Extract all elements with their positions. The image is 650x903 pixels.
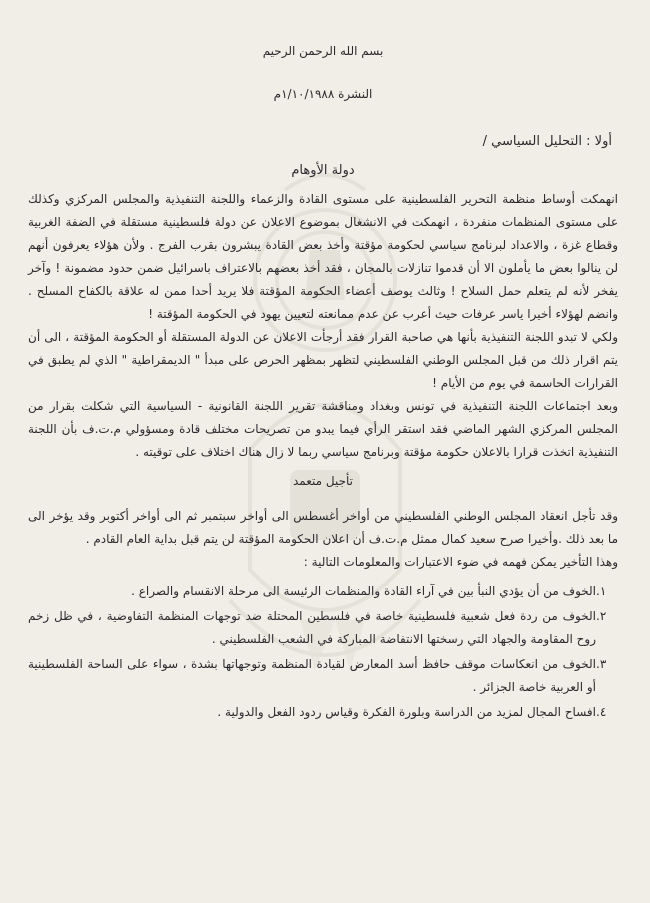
list-item-number: .٢	[596, 609, 607, 623]
list-item-text: الخوف من انعكاسات موقف حافظ أسد المعارض لقيادة المنظمة وتوجهاتها بشدة ، سواء على الساحة الفلسطينية أو العربية خاصة الجزائر .	[28, 657, 596, 694]
document-body	[28, 40, 618, 726]
list-item-text: افساح المجال لمزيد من الدراسة وبلورة الفكرة وقياس ردود الفعل والدولية .	[217, 705, 596, 719]
section-title: أولا : التحليل السياسي /	[482, 134, 612, 149]
list-item-number: .٣	[596, 657, 607, 671]
list-item	[28, 580, 618, 603]
paragraph: انهمكت أوساط منظمة التحرير الفلسطينية على مستوى القادة والزعماء واللجنة التنفيذية والمجلس المركزي وكذلك على مستوى المنظمات منفردة ، انهمكت في الانشغال بموضوع الاعلان عن دولة فلسطينية مستقلة في الضفة الغربية وقطاع غزة ، والاعداد لبرنامج سياسي لحكومة مؤقتة وأخذ بعض القادة يبشرون بقرب الفرج . ولأن هؤلاء يعرفون أنهم لن ينالوا بعض ما يأملون الا أن قدموا تنازلات بالمجان ، فقد أخذ بعضهم بالاعتراف باسرائيل ضمن حدود مضمونة ! وآخر يفخر لأنه لم يتعلم حمل السلاح ! وثالث يوصف أعضاء الحكومة المؤقتة فلا يريد أحدا ممن له علاقة بالكفاح المسلح . وانضم لهؤلاء أخيرا ياسر عرفات حيث أعرب عن عدم ممانعته لتعيين يهود في الحكومة المؤقتة !	[28, 192, 618, 321]
paragraph: وهذا التأخير يمكن فهمه في ضوء الاعتبارات والمعلومات التالية :	[303, 555, 618, 569]
paragraph: ولكي لا تبدو اللجنة التنفيذية بأنها هي صاحبة القرار فقد أرجأت الاعلان عن الدولة المستقلة أو الحكومة المؤقتة ، الى أن يتم اقرار ذلك من قبل المجلس الوطني الفلسطيني لتظهر بمظهر الحرص على مبدأ " الديمقراطية " الذي لم يطبق في القرارات الحاسمة في يوم من الأيام !	[28, 330, 618, 390]
list-item-number: .٤	[596, 705, 607, 719]
list-item	[28, 605, 618, 651]
list-item-text: الخوف من ردة فعل شعبية فلسطينية خاصة في فلسطين المحتلة ضد توجهات المنظمة التفاوضية ، في ظل زخم روح المقاومة والجهاد التي رسختها الانتفاضة المباركة في الشعب الفلسطيني .	[28, 609, 596, 646]
list-item-number: .١	[596, 584, 607, 598]
paragraph: وقد تأجل انعقاد المجلس الوطني الفلسطيني من أواخر أغسطس الى أواخر سبتمبر ثم الى أواخر أكتوبر وقد يؤخر الى ما بعد ذلك .وأخيرا صرح سعيد كمال ممثل م.ت.ف أن اعلان الحكومة المؤقتة لن يتم قبل بداية العام القادم .	[28, 509, 618, 546]
list-item	[28, 653, 618, 699]
considerations-list	[28, 580, 618, 724]
article-headline: دولة الأوهام	[291, 163, 355, 178]
list-item	[28, 701, 618, 724]
bulletin-date: النشرة ١/١٠/١٩٨٨م	[273, 87, 373, 101]
list-item-text: الخوف من أن يؤدي النبأ بين في آراء القادة والمنظمات الرئيسة الى مرحلة الانقسام والصراع .	[131, 584, 596, 598]
sub-heading: تأجيل متعمد	[292, 474, 353, 488]
basmala-heading: بسم الله الرحمن الرحيم	[262, 44, 384, 58]
paragraph: وبعد اجتماعات اللجنة التنفيذية في تونس وبغداد ومناقشة تقرير اللجنة القانونية - السياسية التي شكلت بقرار من المجلس المركزي الشهر الماضي فقد استقر الرأي فيما يبدو من تصريحات مختلف قادة ومسؤولي م.ت.ف بأن اللجنة التنفيذية اتخذت قرارا بالاعلان حكومة مؤقتة وبرنامج سياسي ربما لا زال هناك اختلاف على توقيته .	[28, 399, 618, 459]
